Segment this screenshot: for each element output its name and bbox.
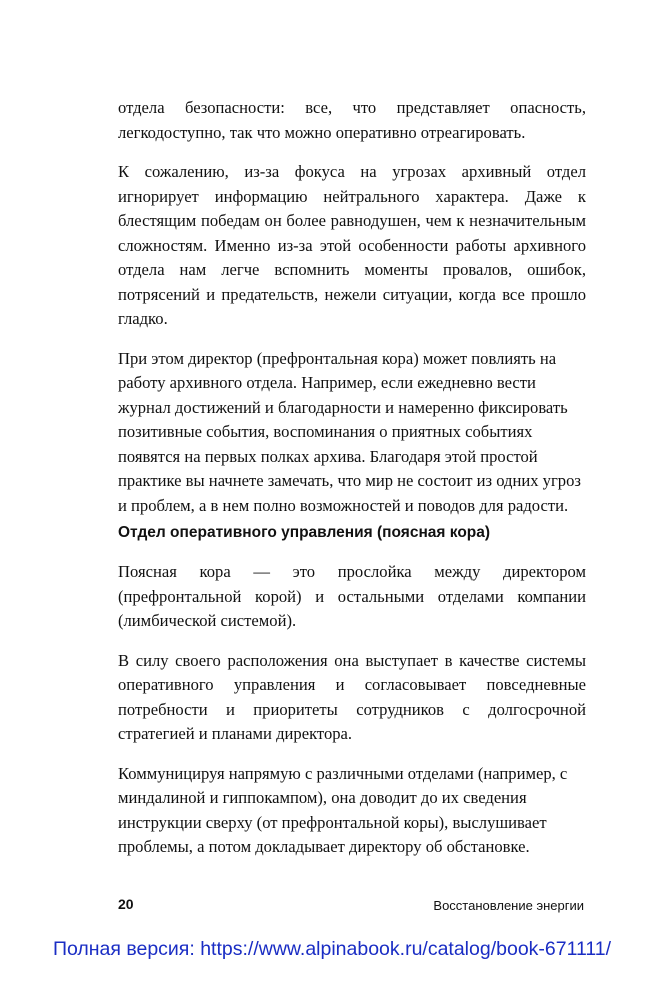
paragraph-security-dept: отдела безопасности: все, что представляет опасность, легкодоступно, так что можно оперативно отреагировать.: [118, 98, 586, 142]
paragraph-archive-threat-focus: К сожалению, из-за фокуса на угрозах архивный отдел игнорирует информацию нейтрального характера. Даже к блестящим победам он более равнодушен, чем к незначительным сложностям. Именно из-за этой особенности работы архивного отдела нам легче вспомнить моменты провалов, ошибок, потрясений и предательств, нежели ситуации, когда все прошло гладко.: [118, 162, 586, 328]
section-2-text: [118, 560, 586, 875]
paragraph-cingulate-definition: Поясная кора — это прослойка между директором (префронтальной корой) и остальными отделами компании (лимбической системой).: [118, 562, 586, 630]
paragraph-communication: Коммуницируя напрямую с различными отделами (например, с миндалиной и гиппокампом), она доводит до их сведения инструкции сверху (от префронтальной коры), выслушивает проблемы, а потом докладывает директору об обстановке.: [118, 763, 568, 856]
paragraph-operational-management: В силу своего расположения она выступает в качестве системы оперативного управления и согласовывает повседневные потребности и приоритеты сотрудников с долгосрочной стратегией и планами директора.: [118, 650, 586, 743]
section-heading-cingulate: Отдел оперативного управления (поясная кора): [118, 524, 491, 541]
section-1-text: [118, 96, 586, 533]
running-footer-book-title: Восстановление энергии: [433, 898, 584, 913]
paragraph-director-influence: При этом директор (префронтальная кора) может повлиять на работу архивного отдела. Например, если ежедневно вести журнал достижений и благодарности и намеренно фиксировать позитивные события, воспоминания о приятных событиях появятся на первых полках архива. Благодаря этой простой практике вы начнете замечать, что мир не состоит из одних угроз и проблем, а в нем полно возможностей и поводов для радости.: [118, 348, 581, 515]
page-number: 20: [118, 896, 134, 912]
full-version-link[interactable]: Полная версия: https://www.alpinabook.ru/catalog/book-671111/: [52, 938, 612, 960]
